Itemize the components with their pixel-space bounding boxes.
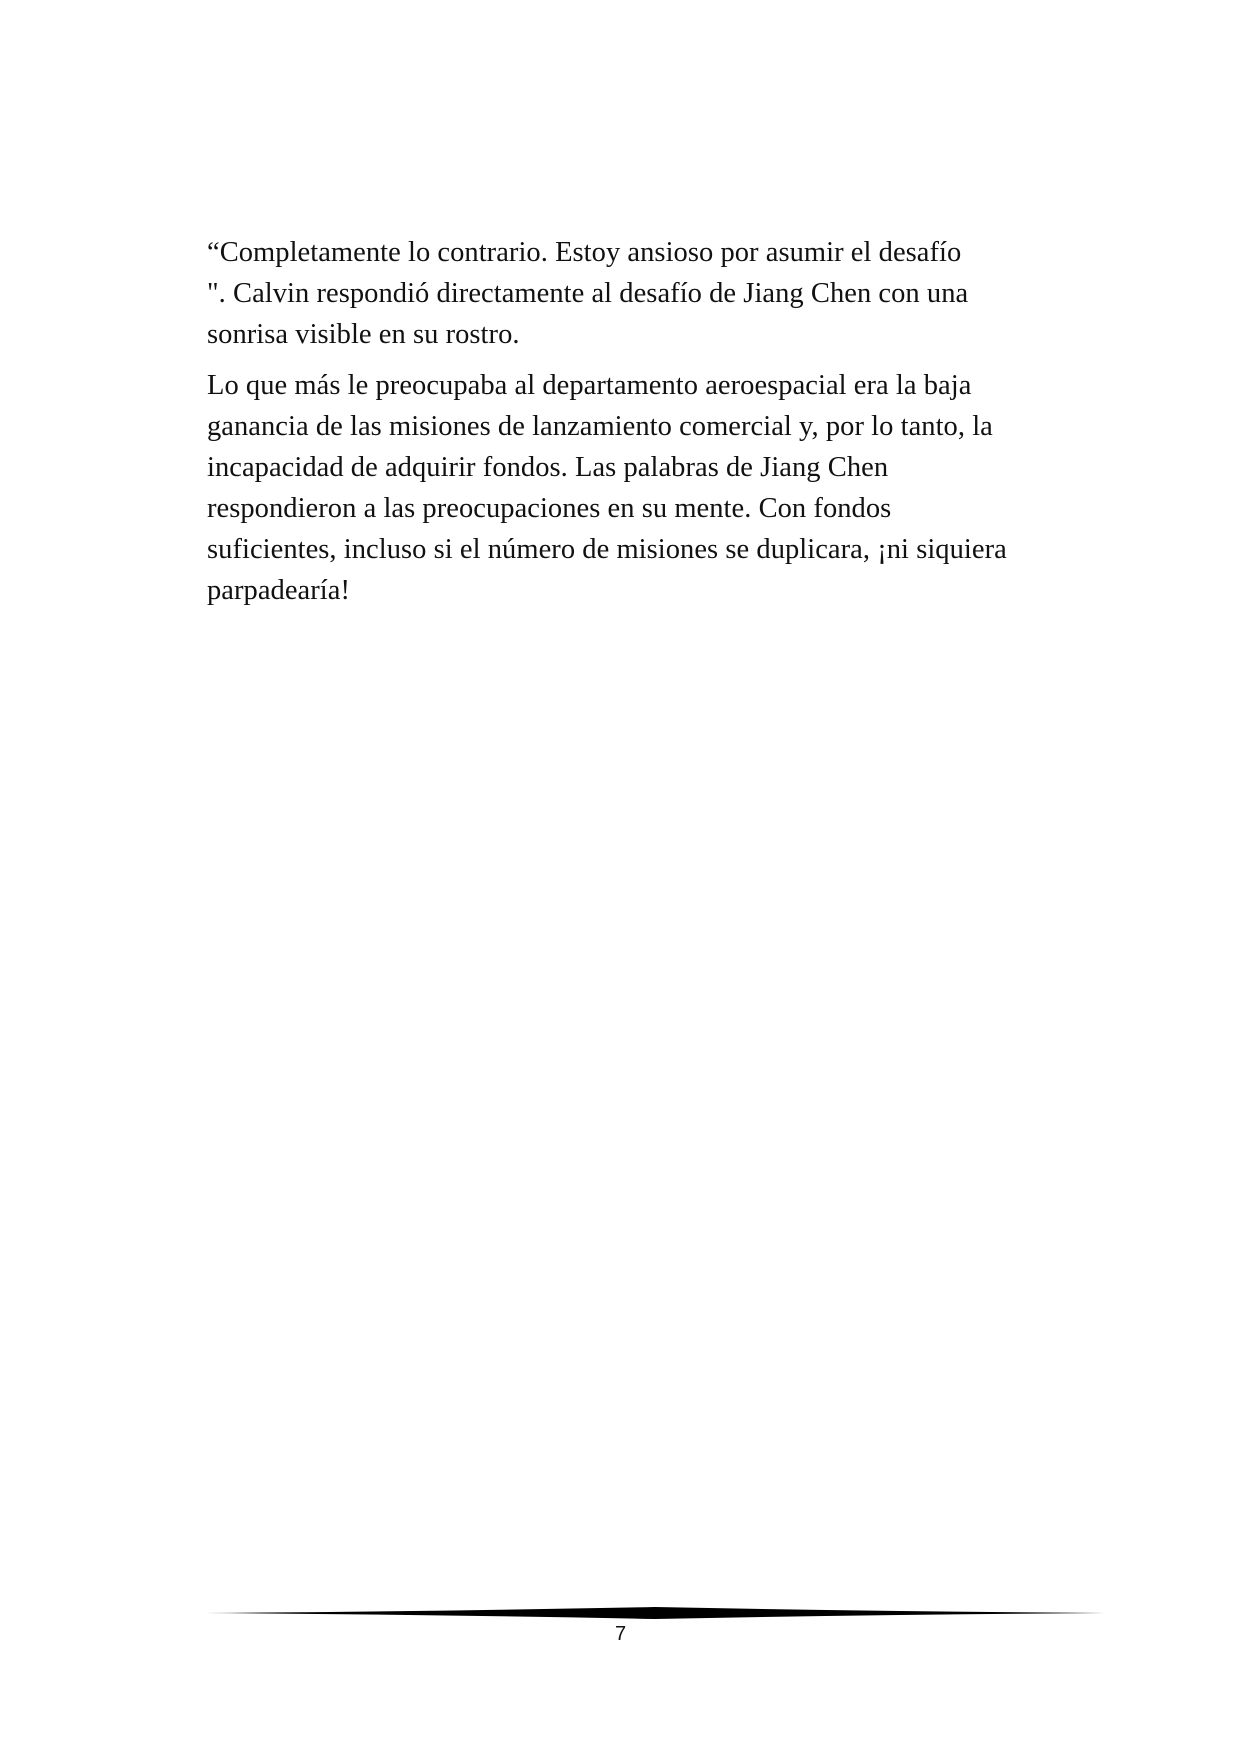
text-line: sonrisa visible en su rostro.	[207, 319, 520, 350]
text-line: “Completamente lo contrario. Estoy ansioso por asumir el desafío	[207, 237, 962, 268]
text-line: ". Calvin respondió directamente al desafío de Jiang Chen con una	[207, 278, 969, 309]
paragraph-1	[207, 232, 1057, 355]
text-line: suficientes, incluso si el número de misiones se duplicara, ¡ni siquiera	[207, 534, 1007, 565]
text-line: respondieron a las preocupaciones en su mente. Con fondos	[207, 493, 892, 524]
footer-divider	[205, 1606, 1105, 1620]
text-line: Lo que más le preocupaba al departamento aeroespacial era la baja	[207, 370, 972, 401]
text-line: parpadearía!	[207, 575, 350, 606]
page-number: 7	[614, 1623, 627, 1645]
body-text	[207, 232, 1057, 611]
text-line: incapacidad de adquirir fondos. Las palabras de Jiang Chen	[207, 452, 889, 483]
paragraph-2	[207, 365, 1057, 611]
text-line: ganancia de las misiones de lanzamiento comercial y, por lo tanto, la	[207, 411, 993, 442]
